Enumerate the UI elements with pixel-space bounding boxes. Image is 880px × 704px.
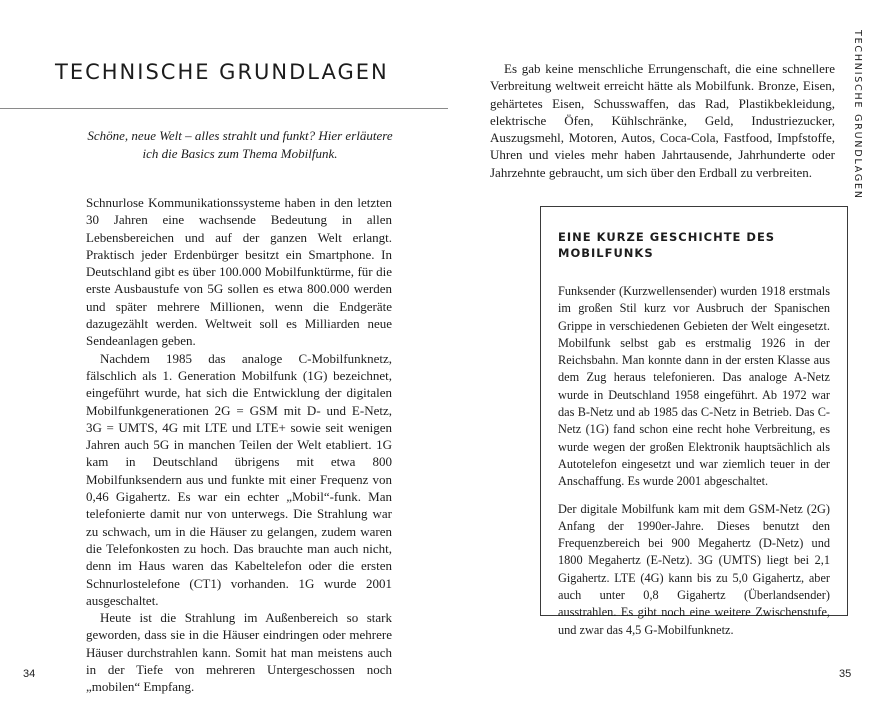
right-page [440,0,880,704]
body-paragraph: Es gab keine menschliche Errungenschaft, die eine schnellere Verbreitung weltweit erreicht hätte als Mobilfunk. Bronze, Eisen, gehärtetes Eisen, Schusswaffen, das Rad, Plastikbekleidung, elektrische Öfen, Kühlschränke, Geld, Industriezucker, Auszugsmehl, Motoren, Autos, Coca-Cola, Fastfood, Impfstoffe, Uhren und vieles mehr haben Jahrtausende, Jahrhunderte oder Jahrzehnte gebraucht, um sich über den Erdball zu verbreiten. [490,61,835,180]
box-text [558,283,830,639]
box-paragraph: Der digitale Mobilfunk kam mit dem GSM-Netz (2G) Anfang der 1990er-Jahre. Dieses benutzt den Frequenzbereich bei 900 Megahertz (D-Netz) und 1800 Megahertz (E-Netz). 3G (UMTS) liegt bei 2,1 Gigahertz. LTE (4G) kann bis zu 5,0 Gigahertz, aber auch unter 0,8 Gigahertz (Überlandsender) ausstrahlen. Es gibt noch eine weitere Zwischenstufe, und zwar das 4,5 G-Mobilfunknetz. [558,501,830,637]
body-paragraph: Nachdem 1985 das analoge C-Mobilfunknetz, fälschlich als 1. Generation Mobilfunk (1G) bezeichnet, eingeführt wurde, hat sich die Entwicklung der digitalen Mobilfunkgenerationen 2G = GSM mit D- und E-Netz, 3G = UMTS, 4G mit LTE und LTE+ sowie seit wenigen Jahren auch 5G in manchen Teilen der Welt etabliert. 1G kam in Deutschland übrigens mit etwa 800 Mobilfunksendern aus und funkte mit einer Frequenz von 0,46 Gigahertz. Es war ein echter „Mobil“-funk. Man telefonierte damit nur von unterwegs. Die Strahlung war zu schwach, um in die Häuser zu gelangen, zudem waren die Telefonkosten zu hoch. Das brauchte man auch nicht, denn im Haus waren das Kabeltelefon oder die ersten Schnurlostelefone (CT1) vorhanden. 1G wurde 2001 ausgeschaltet. [86,350,392,608]
history-sidebar-box [540,206,848,637]
body-paragraph: Schnurlose Kommunikationssysteme haben in den letzten 30 Jahren eine wachsende Bedeutung in allen Lebensbereichen und auf der ganzen Welt erlangt. Praktisch jeder Erdenbürger besitzt ein Smartphone. In Deutschland gibt es über 100.000 Mobilfunktürme, für die erste Ausbaustufe von 5G sollen es etwa 800.000 werden und später mehrere Millionen, wenn die Endgeräte dazugezählt werden. Weltweit soll es Milliarden neue Sendeanlagen geben. [86,195,392,349]
left-body-text [86,194,392,696]
body-paragraph: Heute ist die Strahlung im Außenbereich so stark geworden, dass sie in die Häuser eindringen oder mehrere Häuser durchstrahlen kann. Somit hat man meistens auch in der Tiefe von mehreren Untergeschossen noch „mobilen“ Empfang. [86,610,392,695]
page-number-left: 34 [23,668,36,680]
page-number-right: 35 [839,668,852,680]
heading-divider [0,108,448,109]
box-title: EINE KURZE GESCHICHTE DES MOBILFUNKS [558,230,776,260]
right-body-text [490,60,835,181]
box-paragraph: Funksender (Kurzwellensender) wurden 1918 erstmals im großen Stil kurz vor Ausbruch der Spanischen Grippe in verschiedenen Gebieten der Welt eingesetzt. Mobilfunk selbst gab es erstmalig 1926 in der Reichsbahn. Man konnte dann in der ersten Klasse aus dem Zug heraus telefonieren. Das analoge A-Netz wurde in Deutschland 1958 eingeführt. Ab 1972 war das B-Netz und ab 1985 das C-Netz in Betrieb. Das C-Netz (1G) fand schon eine recht hohe Verbreitung, es wurde wegen der großen Elektronik hauptsächlich als Autotelefon eingesetzt und war ziemlich teuer in der Anschaffung. Es wurde 2001 abgeschaltet. [558,284,830,489]
chapter-intro: Schöne, neue Welt – alles strahlt und funkt? Hier erläutere ich die Basics zum Thema Mobilfunk. [87,128,393,161]
chapter-heading: TECHNISCHE GRUNDLAGEN [55,60,389,84]
running-head: TECHNISCHE GRUNDLAGEN [852,30,863,200]
